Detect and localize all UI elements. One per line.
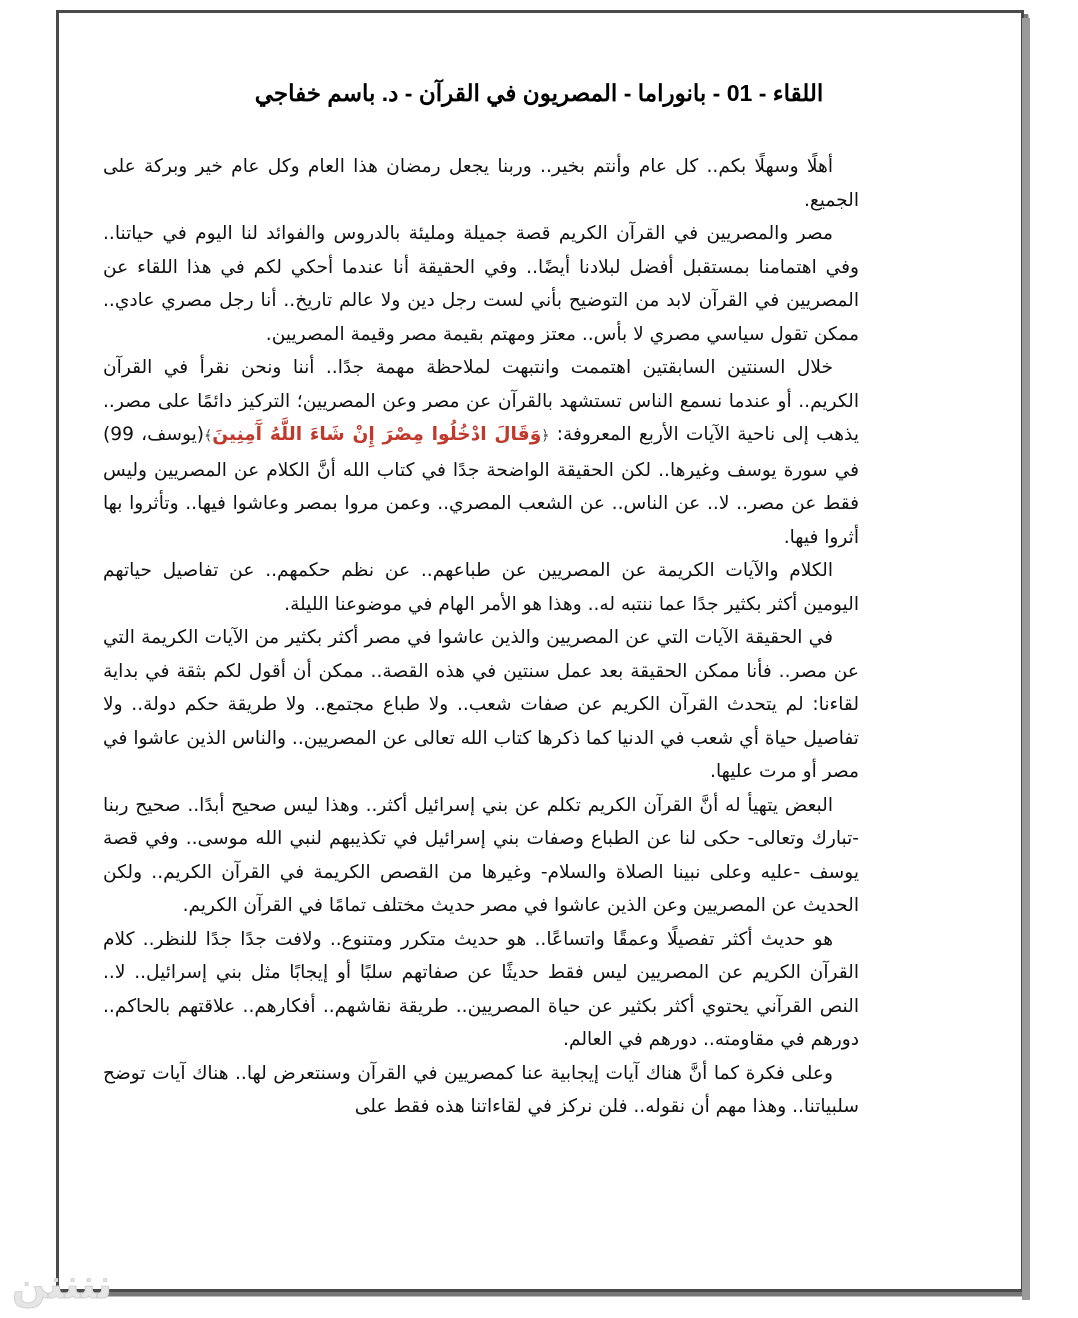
paragraph-4: الكلام والآيات الكريمة عن المصريين عن طباعهم.. عن نظم حكمهم.. عن تفاصيل حياتهم اليومين أكثر بكثير جدًا عما ننتبه له.. وهذا هو الأمر الهام في موضوعنا الليلة. [103, 560, 859, 615]
watermark-logo: ننننن [12, 1262, 112, 1308]
paragraph-5: في الحقيقة الآيات التي عن المصريين والذين عاشوا في مصر أكثر بكثير من الآيات الكريمة التي عن مصر.. فأنا ممكن الحقيقة بعد عمل سنتين في هذه القصة.. ممكن أن أقول لكم بثقة في بداية لقاءنا: لم يتحدث القرآن الكريم عن صفات شعب.. ولا طباع مجتمع.. ولا طريقة حكم دولة.. ولا تفاصيل حياة أي شعب في الدنيا كما ذكرها كتاب الله تعالى عن المصريين.. والناس الذين عاشوا في مصر أو مرت عليها. [103, 627, 859, 782]
document-body [103, 150, 859, 1124]
paragraph-6: البعض يتهيأ له أنَّ القرآن الكريم تكلم عن بني إسرائيل أكثر.. وهذا ليس صحيح أبدًا.. صحيح ربنا -تبارك وتعالى- حكى لنا عن الطباع وصفات بني إسرائيل في تكذيبهم لنبي الله موسى.. وفي قصة يوسف -عليه وعلى نبينا الصلاة والسلام- وغيرها من القصص الكريمة في القرآن الكريم.. ولكن الحديث عن المصريين وعن الذين عاشوا في مصر حديث مختلف تمامًا في القرآن الكريم. [103, 794, 859, 916]
quran-verse: وَقَالَ ادْخُلُوا مِصْرَ إِنْ شَاءَ اللَّهُ آَمِنِينَ [212, 424, 542, 445]
quran-bracket-close: ﴾ [204, 428, 213, 444]
paragraph-7: هو حديث أكثر تفصيلًا وعمقًا واتساعًا.. هو حديث متكرر ومتنوع.. ولافت جدًا جدًا للنظر.. كلام القرآن الكريم عن المصريين ليس فقط حديثًا عن صفاتهم سلبًا أو إيجابًا مثل بني إسرائيل.. لا.. النص القرآني يحتوي أكثر بكثير عن حياة المصريين.. طريقة نقاشهم.. أفكارهم.. علاقتهم بالحاكم.. دورهم في مقاومته.. دورهم في العالم. [103, 928, 859, 1050]
paragraph-1: أهلًا وسهلًا بكم.. كل عام وأنتم بخير.. وربنا يجعل رمضان هذا العام وكل عام خير وبركة على الجميع. [103, 156, 859, 211]
quran-bracket-open: ﴿ [541, 428, 550, 444]
paragraph-3-text-before: خلال السنتين السابقتين اهتممت وانتبهت لملاحظة مهمة جدًا.. أننا ونحن نقرأ في القرآن الكريم.. أو عندما نسمع الناس تستشهد بالقرآن عن مصر وعن المصريين؛ التركيز دائمًا على مصر.. يذهب إلى ناحية الآيات الأربع المعروفة: [103, 357, 859, 445]
document-title: اللقاء - 01 - بانوراما - المصريون في القرآن - د. باسم خفاجي [254, 80, 824, 106]
paragraph-3-text-after: (يوسف، 99) في سورة يوسف وغيرها.. لكن الحقيقة الواضحة جدًا في كتاب الله أنَّ الكلام عن المصريين وليس فقط عن مصر.. لا.. عن الناس.. عن الشعب المصري.. وعمن مروا بمصر وعاشوا فيها.. وتأثروا بها أثروا فيها. [103, 424, 859, 548]
paragraph-3 [103, 351, 859, 554]
paragraph-2: مصر والمصريين في القرآن الكريم قصة جميلة ومليئة بالدروس والفوائد لنا اليوم في حياتنا.. وفي اهتمامنا بمستقبل أفضل لبلادنا أيضًا.. وفي الحقيقة أنا عندما أحكي لكم في هذا اللقاء عن المصريين في القرآن لابد من التوضيح بأني لست رجل دين ولا عالم تاريخ.. أنا رجل مصري عادي.. ممكن تقول سياسي مصري لا بأس.. معتز ومهتم بقيمة مصر وقيمة المصريين. [103, 223, 859, 345]
page-shadow [1022, 18, 1030, 1300]
paragraph-8: وعلى فكرة كما أنَّ هناك آيات إيجابية عنا كمصريين في القرآن وسنتعرض لها.. هناك آيات توضح سلبياتنا.. وهذا مهم أن نقوله.. فلن نركز في لقاءاتنا هذه فقط على [103, 1062, 859, 1117]
